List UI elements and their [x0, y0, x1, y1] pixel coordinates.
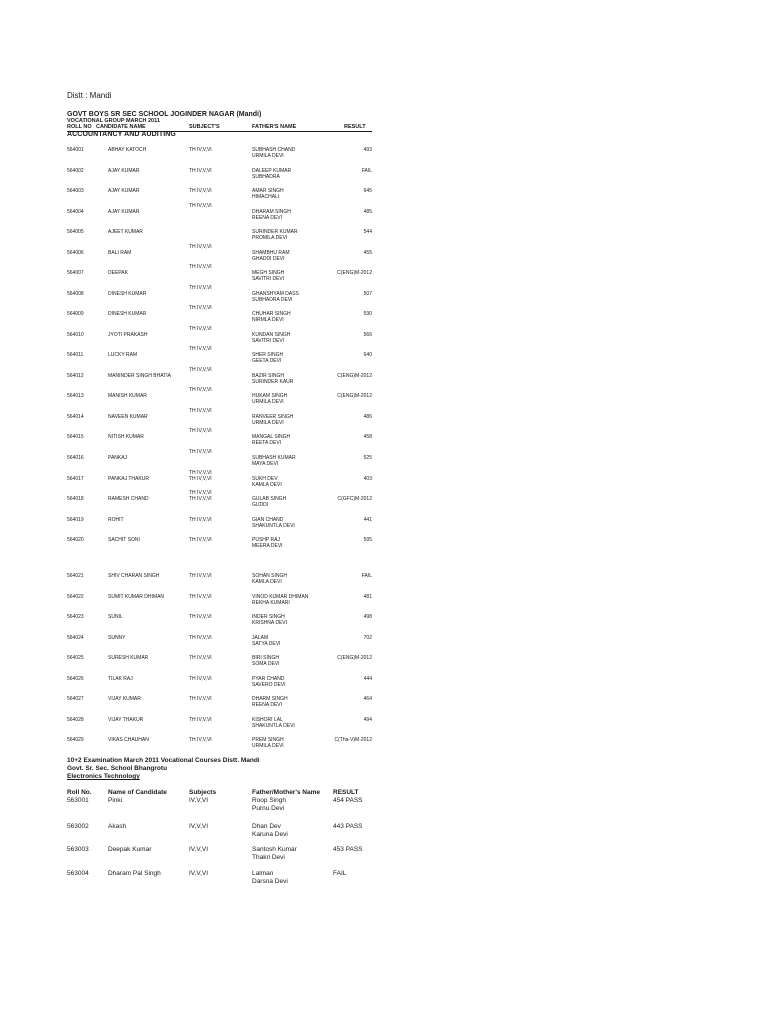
row-father-name: SOHAN SINGH [252, 573, 288, 579]
row-name: MANISH KUMAR [108, 393, 147, 399]
s2-row-result: 454 PASS [333, 797, 363, 804]
row-name: VIJAY THAKUR [108, 717, 144, 723]
row-roll: 564015 [67, 434, 84, 440]
row-subjects: TH IV,V,VI [189, 655, 212, 661]
row-roll: 564029 [67, 737, 84, 743]
row-father-name: SUBHASH KUMAR [252, 455, 296, 461]
row-subjects: TH IV,V,VI [189, 737, 212, 743]
row-subjects: TH IV,V,VI [189, 537, 212, 543]
row-father-name: VINOD KUMAR DHIMAN [252, 594, 309, 600]
row-father-name: INDER SINGH [252, 614, 285, 620]
row-result: 455 [363, 250, 372, 256]
row-subjects: TH IV,V,VI [189, 517, 212, 523]
row-roll: 564011 [67, 352, 84, 358]
row-name: TILAK RAJ [108, 676, 133, 682]
row-mother-name: SURINDER KAUR [252, 379, 294, 385]
row-father-name: GULAB SINGH [252, 496, 287, 502]
col-name-header: CANDIDATE NAME [96, 124, 146, 130]
row-mother-name: KAMLA DEVI [252, 482, 282, 488]
row-father-name: SHAMBHU RAM [252, 250, 290, 256]
row-roll: 564022 [67, 594, 84, 600]
row-name: SURESH KUMAR [108, 655, 149, 661]
floating-subject-label: TH IV,V,VI [189, 387, 212, 393]
row-result: 640 [363, 352, 372, 358]
row-name: AJAY KUMAR [108, 188, 140, 194]
row-mother-name: KAMLA DEVI [252, 579, 282, 585]
row-result: 544 [363, 229, 372, 235]
floating-subject-label: TH IV,V,VI [189, 346, 212, 352]
s2-row-father-name: Lalman [252, 870, 274, 877]
row-result: FAIL [361, 168, 372, 174]
row-name: AJAY KUMAR [108, 209, 140, 215]
row-name: SUNIL [108, 614, 123, 620]
row-roll: 564027 [67, 696, 84, 702]
row-name: DINESH KUMAR [108, 311, 147, 317]
col-father-header: FATHER'S NAME [252, 124, 297, 130]
row-result: C(ENG)M-2012 [337, 270, 372, 276]
row-name: DEEPAK [108, 270, 128, 276]
row-roll: 564005 [67, 229, 84, 235]
row-result: C(Tha-V)M-2012 [334, 737, 372, 743]
row-roll: 564002 [67, 168, 84, 174]
row-name: SUNNY [108, 635, 126, 641]
row-result: 493 [363, 147, 372, 153]
row-roll: 564023 [67, 614, 84, 620]
row-father-name: RANVEER SINGH [252, 414, 294, 420]
row-name: PANKAJ THAKUR [108, 476, 149, 482]
row-name: JYOTI PRAKASH [108, 332, 148, 338]
s2-row-father-name: Santosh Kumar [252, 846, 297, 853]
row-subjects: TH IV,V,VI [189, 717, 212, 723]
row-result: C(ENG)M-2012 [337, 655, 372, 661]
row-mother-name: REENA DEVI [252, 702, 283, 708]
row-roll: 564006 [67, 250, 84, 256]
floating-subject-label: TH IV,V,VI [189, 470, 212, 476]
row-father-name: CHUHAR SINGH [252, 311, 291, 317]
row-name: ROHIT [108, 517, 124, 523]
row-subjects: TH IV,V,VI [189, 614, 212, 620]
row-name: SHIV CHARAN SINGH [108, 573, 160, 579]
row-mother-name: MEERA DEVI [252, 543, 283, 549]
row-subjects: TH IV,V,VI [189, 476, 212, 482]
row-result: C(ENG)M-2012 [337, 373, 372, 379]
floating-subject-label: TH IV,V,VI [189, 305, 212, 311]
school-name: GOVT BOYS SR SEC SCHOOL JOGINDER NAGAR (Mandi) [67, 111, 262, 118]
floating-subject-label: TH IV,V,VI [189, 285, 212, 291]
s2-row-subjects: IV,V,VI [189, 823, 209, 830]
col-result-header: RESULT [344, 124, 366, 130]
row-roll: 564013 [67, 393, 84, 399]
row-father-name: SURINDER KUMAR [252, 229, 298, 235]
row-roll: 564017 [67, 476, 84, 482]
row-mother-name: URMILA DEVI [252, 743, 284, 749]
floating-subject-label: TH IV,V,VI [189, 367, 212, 373]
row-mother-name: HIMACHALI [252, 194, 280, 200]
row-father-name: PYAR CHAND [252, 676, 285, 682]
floating-subject-label: TH IV,V,VI [189, 449, 212, 455]
col-roll-header: ROLL NO [67, 124, 92, 130]
row-father-name: MEGH SINGH [252, 270, 285, 276]
row-mother-name: REETA DEVI [252, 440, 282, 446]
row-result: 525 [363, 455, 372, 461]
row-mother-name: URMILA DEVI [252, 399, 284, 405]
row-mother-name: REENA DEVI [252, 215, 283, 221]
s2-col-result-header: RESULT [333, 789, 359, 796]
row-roll: 564018 [67, 496, 84, 502]
row-result: 481 [363, 594, 372, 600]
row-name: PANKAJ [108, 455, 128, 461]
floating-subject-label: TH IV,V,VI [189, 264, 212, 270]
row-father-name: DHARM SINGH [252, 696, 288, 702]
s2-col-name-header: Name of Candidate [108, 789, 167, 796]
row-name: SACHIT SONI [108, 537, 140, 543]
row-roll: 564010 [67, 332, 84, 338]
row-roll: 564021 [67, 573, 84, 579]
row-mother-name: URMILA DEVI [252, 420, 284, 426]
row-result: 566 [363, 332, 372, 338]
col-subjects-header: SUBJECT'S [189, 124, 220, 130]
row-name: NITISH KUMAR [108, 434, 144, 440]
s2-row-name: Dharam Pal Singh [108, 870, 161, 877]
row-result: 595 [363, 537, 372, 543]
section2-subject: Electronics Technology [67, 773, 140, 780]
row-name: AJAY KUMAR [108, 168, 140, 174]
s2-row-roll: 563003 [67, 846, 89, 853]
s2-row-mother-name: Karuna Devi [252, 831, 288, 838]
row-name: MANINDER SINGH BHATIA [108, 373, 171, 379]
row-roll: 564026 [67, 676, 84, 682]
row-mother-name: SUBHADRA [252, 174, 280, 180]
row-result: 486 [363, 414, 372, 420]
s2-row-name: Deepak Kumar [108, 846, 152, 853]
row-result: 498 [363, 614, 372, 620]
s2-row-result: FAIL [333, 870, 347, 877]
row-roll: 564024 [67, 635, 84, 641]
row-subjects: TH IV,V,VI [189, 168, 212, 174]
row-father-name: BIRI SINGH [252, 655, 279, 661]
row-mother-name: URMILA DEVI [252, 153, 284, 159]
floating-subject-label: TH IV,V,VI [189, 203, 212, 209]
s2-col-father-header: Father/Mother's Name [252, 789, 321, 796]
vocational-group: VOCATIONAL GROUP MARCH 2011 [67, 118, 160, 124]
row-name: SUMIT KUMAR DHIMAN [108, 594, 165, 600]
floating-subject-label: TH IV,V,VI [189, 408, 212, 414]
row-mother-name: NIRMLA DEVI [252, 317, 284, 323]
s2-row-roll: 563004 [67, 870, 89, 877]
s2-row-subjects: IV,V,VI [189, 870, 209, 877]
section2-school: Govt. Sr. Sec. School Bhangrotu [67, 765, 168, 772]
row-mother-name: MAYA DEVI [252, 461, 279, 467]
row-result: FAIL [361, 573, 372, 579]
row-name: AJEET KUMAR [108, 229, 143, 235]
row-roll: 564008 [67, 291, 84, 297]
row-mother-name: GHADDI DEVI [252, 256, 285, 262]
row-mother-name: SHAKUNTLA DEVI [252, 723, 295, 729]
row-result: 507 [363, 291, 372, 297]
row-mother-name: SATYA DEVI [252, 641, 281, 647]
row-father-name: SUKH DEV [252, 476, 278, 482]
row-result: C(GFC)M-2012 [337, 496, 372, 502]
row-father-name: DALEEP KUMAR [252, 168, 292, 174]
row-result: 702 [363, 635, 372, 641]
row-father-name: DHARAM SINGH [252, 209, 291, 215]
row-result: 530 [363, 311, 372, 317]
row-mother-name: GUDDI [252, 502, 269, 508]
subject-heading: ACCOUNTANCY AND AUDITING [67, 131, 176, 138]
row-father-name: MANGAL SINGH [252, 434, 291, 440]
row-name: LUCKY RAM [108, 352, 138, 358]
row-mother-name: SOMA DEVI [252, 661, 280, 667]
row-result: 403 [363, 476, 372, 482]
row-father-name: JALAM [252, 635, 269, 641]
row-roll: 564020 [67, 537, 84, 543]
row-father-name: GHANSHYAM DASS [252, 291, 299, 297]
s2-row-subjects: IV,V,VI [189, 846, 209, 853]
row-result: 444 [363, 676, 372, 682]
row-roll: 564025 [67, 655, 84, 661]
row-father-name: KISHORI LAL [252, 717, 283, 723]
row-name: NAVEEN KUMAR [108, 414, 148, 420]
row-father-name: PUSHP RAJ [252, 537, 280, 543]
row-mother-name: GEETA DEVI [252, 358, 282, 364]
row-roll: 564016 [67, 455, 84, 461]
s2-row-result: 453 PASS [333, 846, 363, 853]
s2-row-mother-name: Thakri Devi [252, 854, 285, 861]
row-result: 464 [363, 696, 372, 702]
floating-subject-label: TH IV,V,VI [189, 326, 212, 332]
row-father-name: BAZIR SINGH [252, 373, 284, 379]
row-result: C(ENG)M-2012 [337, 393, 372, 399]
row-subjects: TH IV,V,VI [189, 635, 212, 641]
floating-subject-label: TH IV,V,VI [189, 428, 212, 434]
row-roll: 564028 [67, 717, 84, 723]
section2-title: 10+2 Examination March 2011 Vocational Courses Distt. Mandi [67, 757, 260, 764]
row-father-name: SHER SINGH [252, 352, 284, 358]
s2-row-roll: 563002 [67, 823, 89, 830]
s2-row-name: Pinki [108, 797, 123, 804]
row-father-name: KUNDAN SINGH [252, 332, 291, 338]
row-mother-name: SUBHADRA DEVI [252, 297, 293, 303]
s2-row-father-name: Dhan Dev [252, 823, 281, 830]
row-name: DINESH KUMAR [108, 291, 147, 297]
row-subjects: TH IV,V,VI [189, 188, 212, 194]
row-name: RAMESH CHAND [108, 496, 149, 502]
s2-col-roll-header: Roll No. [67, 789, 92, 796]
row-roll: 564014 [67, 414, 84, 420]
s2-row-mother-name: Darsna Devi [252, 878, 288, 885]
row-roll: 564019 [67, 517, 84, 523]
row-name: VIKAS CHAUHAN [108, 737, 149, 743]
row-name: BALI RAM [108, 250, 132, 256]
row-mother-name: PROMILA DEVI [252, 235, 288, 241]
s2-row-roll: 563001 [67, 797, 89, 804]
floating-subject-label: TH IV,V,VI [189, 244, 212, 250]
row-subjects: TH IV,V,VI [189, 496, 212, 502]
row-result: 441 [363, 517, 372, 523]
s2-row-mother-name: Purnu Devi [252, 805, 285, 812]
s2-row-father-name: Roop Singh [252, 797, 286, 804]
row-father-name: AMAR SINGH [252, 188, 284, 194]
s2-row-subjects: IV,V,VI [189, 797, 209, 804]
row-father-name: SUBHASH CHAND [252, 147, 296, 153]
row-mother-name: SAVITRI DEVI [252, 338, 285, 344]
row-mother-name: SAVERO DEVI [252, 682, 286, 688]
row-subjects: TH IV,V,VI [189, 696, 212, 702]
row-roll: 564004 [67, 209, 84, 215]
row-name: ABHAY KATOCH [108, 147, 147, 153]
s2-col-subjects-header: Subjects [189, 789, 217, 796]
s2-row-result: 443 PASS [333, 823, 363, 830]
row-mother-name: SHAKUNTLA DEVI [252, 523, 295, 529]
district-label: Distt : Mandi [67, 91, 112, 100]
row-father-name: GIAN CHAND [252, 517, 284, 523]
row-roll: 564003 [67, 188, 84, 194]
row-roll: 564009 [67, 311, 84, 317]
row-result: 645 [363, 188, 372, 194]
row-mother-name: REKHA KUMARI [252, 600, 290, 606]
floating-subject-label: TH IV,V,VI [189, 490, 212, 496]
row-name: VIJAY KUMAR [108, 696, 141, 702]
row-result: 494 [363, 717, 372, 723]
row-subjects: TH IV,V,VI [189, 573, 212, 579]
s2-row-name: Akash [108, 823, 127, 830]
row-mother-name: SAVITRI DEVI [252, 276, 285, 282]
row-father-name: PREM SINGH [252, 737, 284, 743]
row-father-name: HUKAM SINGH [252, 393, 288, 399]
row-roll: 564012 [67, 373, 84, 379]
row-result: 458 [363, 434, 372, 440]
row-subjects: TH IV,V,VI [189, 594, 212, 600]
row-roll: 564001 [67, 147, 84, 153]
row-subjects: TH IV,V,VI [189, 147, 212, 153]
row-roll: 564007 [67, 270, 84, 276]
row-subjects: TH IV,V,VI [189, 676, 212, 682]
row-result: 485 [363, 209, 372, 215]
row-mother-name: KRISHNA DEVI [252, 620, 288, 626]
